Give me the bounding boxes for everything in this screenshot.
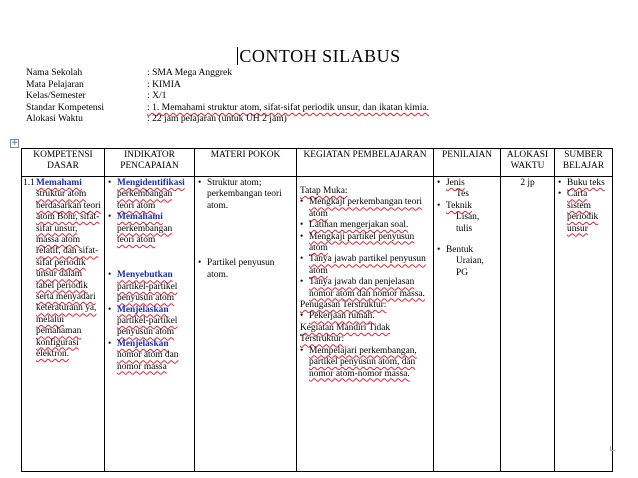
cell-penilaian: [434, 177, 501, 472]
list-item: • Latihan mengerjakan soal.: [300, 220, 430, 231]
identity-block: [26, 67, 429, 125]
header-indikator: INDIKATOR PENCAPAIAN: [105, 149, 195, 177]
meta-label: Kelas/Semester: [26, 90, 86, 102]
header-sumber: SUMBER BELAJAR: [555, 149, 613, 177]
meta-value: : SMA Mega Anggrek: [147, 67, 233, 78]
meta-row-competency: [26, 102, 429, 114]
list-item: [437, 178, 497, 201]
table-move-handle-icon[interactable]: +: [11, 138, 19, 148]
list-item: • Tanya jawab partikel penyusun atom: [300, 254, 430, 277]
penilaian-value: Uraian, PG: [456, 256, 484, 278]
cell-sumber: [555, 177, 613, 472]
list-item: • Struktur atom; perkembangan teori atom.: [198, 178, 293, 212]
list-item: • Pekerjaan rumah.: [300, 311, 430, 322]
indikator-keyword: Mengidentifikasi: [117, 178, 185, 188]
meta-value: : X/1: [147, 90, 167, 102]
meta-label: Alokasi Waktu: [26, 113, 83, 125]
meta-label: Standar Kompetensi: [26, 101, 105, 113]
kegiatan-heading-terstruktur: Penugasan Terstruktur:: [300, 300, 387, 311]
penilaian-label: Teknik: [446, 200, 472, 211]
list-item: [108, 270, 191, 304]
indikator-keyword: Menjelaskan: [117, 304, 169, 315]
list-item: [108, 305, 191, 339]
cell-indikator: [105, 177, 195, 472]
table-header-row: [22, 149, 613, 177]
indikator-keyword: Menjelaskan: [117, 338, 169, 349]
kegiatan-heading-mandiri: Kegiatan Mandiri Tidak Terstruktur:: [300, 322, 391, 345]
indikator-text: perkembangan teori atom: [117, 223, 173, 246]
header-kegiatan: KEGIATAN PEMBELAJARAN: [297, 149, 434, 177]
indikator-keyword: Memahami: [117, 212, 163, 223]
title-text: CONTOH SILABUS: [239, 46, 401, 66]
cell-materi: [195, 177, 297, 472]
meta-value: : 22 jam pelajaran (untuk UH 2 jam): [147, 113, 287, 125]
indikator-keyword: Menyebutkan: [117, 270, 173, 281]
meta-row-class: [26, 90, 429, 102]
list-item: • Buku teks: [558, 178, 609, 189]
list-item: • Carta sistem periodik unsur: [558, 189, 609, 235]
list-item: • Mengkaji perkembangan teori atom: [300, 197, 430, 220]
meta-row-time: [26, 113, 429, 125]
list-item: [108, 339, 191, 373]
list-item: [437, 201, 497, 235]
kd-keyword: Memahami: [36, 178, 82, 188]
kd-number: 1.1: [23, 178, 35, 188]
cell-alokasi: 2 jp: [501, 177, 555, 472]
list-item: • Partikel penyusun atom.: [198, 258, 293, 281]
penilaian-label: Bentuk: [446, 245, 474, 256]
penilaian-label: Jenis: [446, 178, 465, 188]
header-kompetensi: KOMPETENSI DASAR: [22, 149, 105, 177]
kd-text: struktur atom berdasarkan teori atom Bohr, sifat-sifat unsur, massa atom relatif, dan sifat-sifat periodik unsur dalam tabel periodik serta menyadari keteraturann ya, melalui pemahaman konfigurasi elektron.: [36, 189, 101, 360]
list-item: • Mempelajari perkembangan, partikel penyusun atom, dan nomor atom-nomor massa.: [300, 346, 430, 380]
list-item: • Tanya jawab dan penjelasan nomor atom dan nomor massa.: [300, 277, 430, 300]
header-materi: MATERI POKOK: [195, 149, 297, 177]
indikator-text: partikel-partikel penyusun atom: [117, 281, 178, 304]
list-item: • Mengkaji partikel penyusun atom: [300, 232, 430, 255]
meta-row-subject: [26, 79, 429, 91]
cell-kegiatan: [297, 177, 434, 472]
cell-kompetensi: [22, 177, 105, 472]
penilaian-value: Tes: [456, 189, 469, 200]
page-corner-mark: [610, 446, 615, 451]
meta-value: : 1. Memahami struktur atom, sifat-sifat periodik unsur, dan ikatan kimia.: [147, 101, 430, 113]
meta-label: Mata Pelajaran: [26, 78, 84, 90]
header-penilaian: PENILAIAN: [434, 149, 501, 177]
penilaian-value: Lisan, tulis: [456, 212, 480, 234]
list-item: [108, 178, 191, 212]
syllabus-table: [21, 148, 613, 472]
indikator-text: partikel-partikel penyusun atom: [117, 316, 178, 338]
meta-row-school: [26, 67, 429, 79]
header-alokasi: ALOKASI WAKTU: [501, 149, 555, 177]
meta-label: Nama Sekolah: [26, 67, 83, 78]
indikator-text: nomor atom dan nomor massa: [117, 350, 179, 372]
list-item: [108, 212, 191, 246]
table-row: [22, 177, 613, 472]
list-item: [437, 245, 497, 279]
kegiatan-heading-tatap-muka: Tatap Muka:: [300, 186, 348, 196]
meta-value: : KIMIA: [147, 78, 181, 90]
document-title: [0, 46, 638, 67]
indikator-text: perkembangan teori atom: [117, 189, 173, 211]
